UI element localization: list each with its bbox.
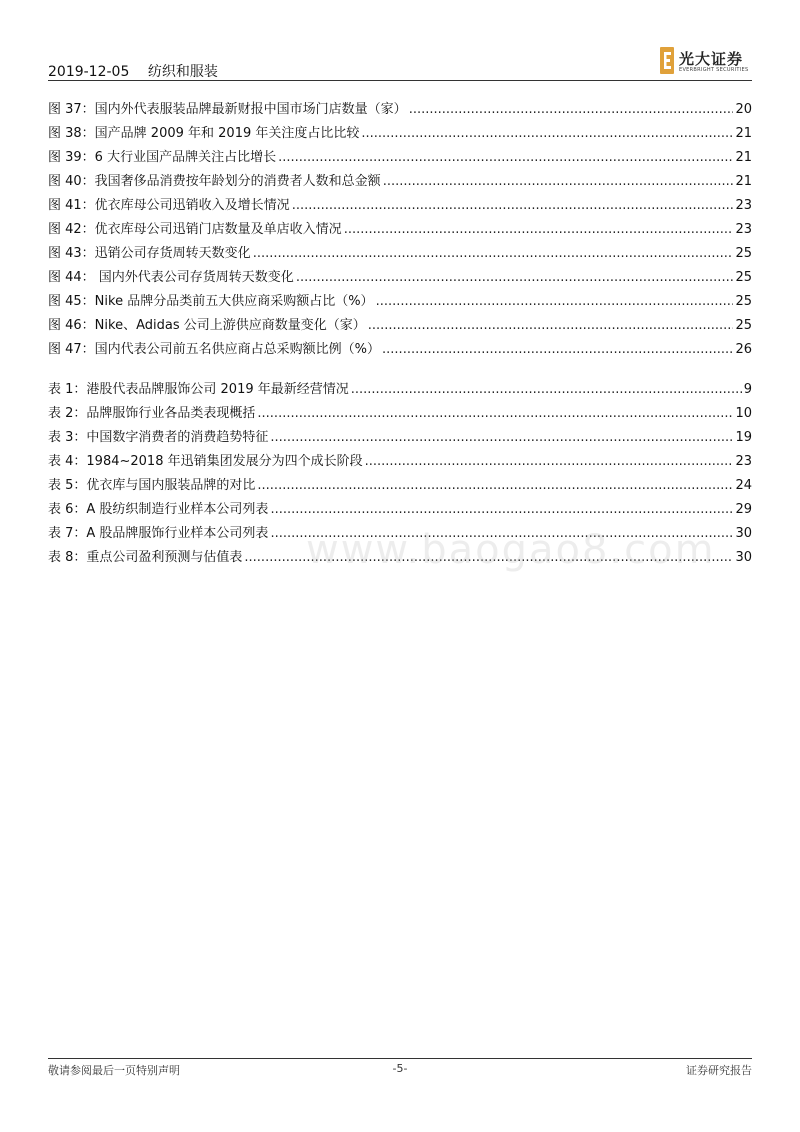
toc-entry-page[interactable]: 30 [735, 526, 752, 541]
toc-table-entry[interactable] [48, 498, 752, 522]
dot-leader [382, 338, 733, 362]
everbright-logo-icon [660, 47, 674, 74]
footer-divider [48, 1058, 752, 1059]
toc-figure-entry[interactable] [48, 218, 752, 242]
toc-entry-page[interactable]: 21 [735, 150, 752, 165]
report-date: 2019-12-05 [48, 64, 130, 80]
toc-entry-label[interactable]: 表 7：A 股品牌服饰行业样本公司列表 [48, 526, 269, 541]
toc-entry-label[interactable]: 图 39：6 大行业国产品牌关注占比增长 [48, 150, 277, 165]
table-of-contents [48, 98, 752, 570]
toc-entry-label[interactable]: 图 44： 国内外代表公司存货周转天数变化 [48, 270, 294, 285]
toc-entry-page[interactable]: 25 [735, 318, 752, 333]
disclaimer-note: 敬请参阅最后一页特别声明 [48, 1064, 180, 1077]
toc-entry-page[interactable]: 23 [735, 198, 752, 213]
toc-entry-label[interactable]: 图 46：Nike、Adidas 公司上游供应商数量变化（家） [48, 318, 366, 333]
toc-entry-label[interactable]: 图 37：国内外代表服装品牌最新财报中国市场门店数量（家） [48, 102, 407, 117]
toc-entry-page[interactable]: 25 [735, 270, 752, 285]
dot-leader [270, 426, 733, 450]
toc-entry-label[interactable]: 图 40：我国奢侈品消费按年龄划分的消费者人数和总金额 [48, 174, 381, 189]
watermark: www.baogao8.com [306, 527, 716, 573]
toc-entry-page[interactable]: 21 [735, 126, 752, 141]
toc-entry-label[interactable]: 图 41：优衣库母公司迅销收入及增长情况 [48, 198, 290, 213]
dot-leader [344, 218, 734, 242]
dot-leader [257, 474, 733, 498]
toc-entry-page[interactable]: 23 [735, 454, 752, 469]
dot-leader [278, 146, 733, 170]
toc-entry-label[interactable]: 表 2：品牌服饰行业各品类表现概括 [48, 406, 256, 421]
page-header [48, 44, 752, 84]
dot-leader [257, 402, 733, 426]
toc-entry-page[interactable]: 9 [743, 382, 752, 397]
toc-entry-page[interactable]: 29 [735, 502, 752, 517]
toc-entry-label[interactable]: 表 5：优衣库与国内服装品牌的对比 [48, 478, 256, 493]
toc-entry-label[interactable]: 表 8：重点公司盈利预测与估值表 [48, 550, 243, 565]
toc-entry-page[interactable]: 20 [735, 102, 752, 117]
toc-entry-page[interactable]: 25 [735, 294, 752, 309]
dot-leader [292, 194, 734, 218]
header-divider [48, 80, 752, 81]
toc-figure-entry[interactable] [48, 338, 752, 362]
toc-figure-entry[interactable] [48, 194, 752, 218]
toc-entry-label[interactable]: 图 47：国内代表公司前五名供应商占总采购额比例（%） [48, 342, 381, 357]
toc-entry-page[interactable]: 19 [735, 430, 752, 445]
dot-leader [368, 314, 734, 338]
header-meta [48, 61, 218, 81]
toc-entry-label[interactable]: 表 3：中国数字消费者的消费趋势特征 [48, 430, 269, 445]
page-number: -5- [392, 1062, 408, 1075]
toc-figure-entry[interactable] [48, 266, 752, 290]
toc-entry-page[interactable]: 25 [735, 246, 752, 261]
dot-leader [296, 266, 734, 290]
everbright-logo [660, 47, 752, 77]
dot-leader [361, 122, 733, 146]
toc-entry-page[interactable]: 30 [735, 550, 752, 565]
dot-leader [351, 378, 742, 402]
toc-table-entry[interactable] [48, 426, 752, 450]
logo-text-en: EVERBRIGHT SECURITIES [679, 67, 749, 73]
logo-text-cn: 光大证券 [679, 50, 744, 68]
dot-leader [376, 290, 734, 314]
dot-leader [409, 98, 734, 122]
toc-entry-label[interactable]: 表 1：港股代表品牌服饰公司 2019 年最新经营情况 [48, 382, 349, 397]
toc-table-entry[interactable] [48, 402, 752, 426]
industry-name: 纺织和服装 [147, 64, 218, 80]
toc-figure-entry[interactable] [48, 146, 752, 170]
toc-entry-label[interactable]: 图 43：迅销公司存货周转天数变化 [48, 246, 251, 261]
toc-table-entry[interactable] [48, 378, 752, 402]
toc-entry-label[interactable]: 表 6：A 股纺织制造行业样本公司列表 [48, 502, 269, 517]
toc-figure-entry[interactable] [48, 122, 752, 146]
figure-list [48, 98, 752, 362]
dot-leader [365, 450, 734, 474]
dot-leader [253, 242, 734, 266]
toc-entry-page[interactable]: 26 [735, 342, 752, 357]
toc-entry-label[interactable]: 图 38：国产品牌 2009 年和 2019 年关注度占比比较 [48, 126, 360, 141]
report-type: 证券研究报告 [686, 1064, 752, 1077]
toc-entry-page[interactable]: 24 [735, 478, 752, 493]
toc-figure-entry[interactable] [48, 242, 752, 266]
toc-figure-entry[interactable] [48, 314, 752, 338]
dot-leader [383, 170, 734, 194]
toc-figure-entry[interactable] [48, 170, 752, 194]
toc-figure-entry[interactable] [48, 290, 752, 314]
toc-entry-label[interactable]: 图 45：Nike 品牌分品类前五大供应商采购额占比（%） [48, 294, 374, 309]
toc-entry-page[interactable]: 10 [735, 406, 752, 421]
toc-entry-label[interactable]: 表 4：1984~2018 年迅销集团发展分为四个成长阶段 [48, 454, 363, 469]
toc-entry-page[interactable]: 23 [735, 222, 752, 237]
section-gap [48, 362, 752, 378]
toc-figure-entry[interactable] [48, 98, 752, 122]
dot-leader [270, 498, 733, 522]
toc-entry-page[interactable]: 21 [735, 174, 752, 189]
toc-table-entry[interactable] [48, 450, 752, 474]
toc-table-entry[interactable] [48, 474, 752, 498]
toc-entry-label[interactable]: 图 42：优衣库母公司迅销门店数量及单店收入情况 [48, 222, 342, 237]
